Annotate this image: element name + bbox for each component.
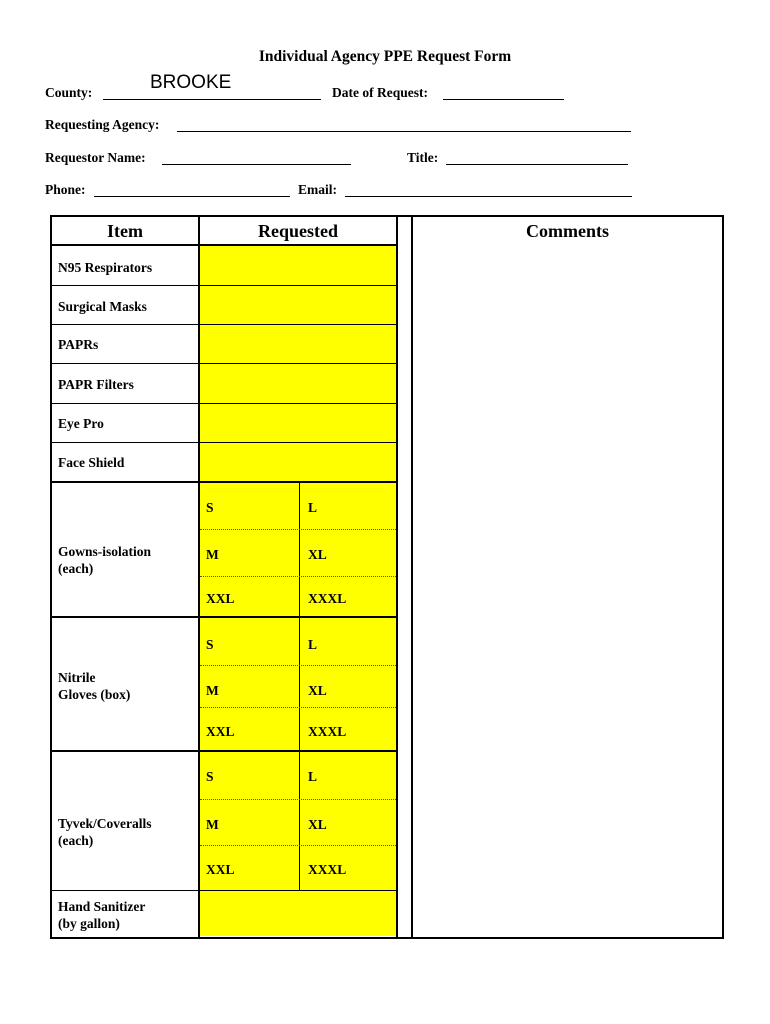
comments-area[interactable] [413,245,722,935]
gowns-size-xxl[interactable]: XXL [206,591,235,606]
county-value[interactable]: BROOKE [150,72,232,93]
email-field[interactable] [345,196,632,197]
requestor-label: Requestor Name: [45,150,146,165]
tyvek-size-l[interactable]: L [308,769,318,784]
date-field[interactable] [443,99,564,100]
item-papr-filters: PAPR Filters [58,377,134,392]
tyvek-sanitizer-requested-area[interactable] [200,752,396,936]
header-requested: Requested [258,221,338,241]
item-face-shield: Face Shield [58,455,125,470]
tyvek-size-m[interactable]: M [206,817,219,832]
item-surgical-masks: Surgical Masks [58,299,147,314]
gloves-size-xl[interactable]: XL [308,683,327,698]
phone-label: Phone: [45,182,86,197]
gloves-size-m[interactable]: M [206,683,219,698]
header-comments: Comments [526,221,609,241]
item-gloves-line2: Gloves (box) [58,687,131,702]
tyvek-size-xxl[interactable]: XXL [206,862,235,877]
item-gowns-line1: Gowns-isolation [58,544,152,559]
gowns-size-xxxl[interactable]: XXXL [308,591,347,606]
item-paprs: PAPRs [58,337,99,352]
title-field[interactable] [446,164,628,165]
item-gloves-line1: Nitrile [58,670,96,685]
agency-field[interactable] [177,131,631,132]
phone-field[interactable] [94,196,290,197]
date-label: Date of Request: [332,85,428,100]
gowns-size-s[interactable]: S [206,500,214,515]
item-gowns [58,543,151,577]
county-label: County: [45,85,93,100]
item-tyvek [58,815,152,849]
header-item: Item [107,221,143,241]
item-tyvek-line1: Tyvek/Coveralls [58,816,152,831]
item-tyvek-line2: (each) [58,833,94,848]
email-label: Email: [298,182,337,197]
item-gowns-line2: (each) [58,561,94,576]
gowns-size-m[interactable]: M [206,547,219,562]
gloves-size-xxxl[interactable]: XXXL [308,724,347,739]
title-label: Title: [407,150,439,165]
gowns-size-l[interactable]: L [308,500,318,515]
agency-label: Requesting Agency: [45,117,160,132]
gloves-size-l[interactable]: L [308,637,318,652]
tyvek-size-xl[interactable]: XL [308,817,327,832]
requestor-field[interactable] [162,164,351,165]
item-hand-sanitizer [58,898,145,932]
form-title: Individual Agency PPE Request Form [258,48,512,65]
item-hand-sanitizer-line2: (by gallon) [58,916,120,931]
tyvek-size-xxxl[interactable]: XXXL [308,862,347,877]
gloves-size-s[interactable]: S [206,637,214,652]
item-n95: N95 Respirators [58,260,153,275]
ppe-table [50,215,724,939]
gowns-size-xl[interactable]: XL [308,547,327,562]
gloves-size-xxl[interactable]: XXL [206,724,235,739]
county-field[interactable] [103,99,321,100]
item-eye-pro: Eye Pro [58,416,104,431]
tyvek-size-s[interactable]: S [206,769,214,784]
item-hand-sanitizer-line1: Hand Sanitizer [58,899,146,914]
item-gloves [58,669,130,703]
